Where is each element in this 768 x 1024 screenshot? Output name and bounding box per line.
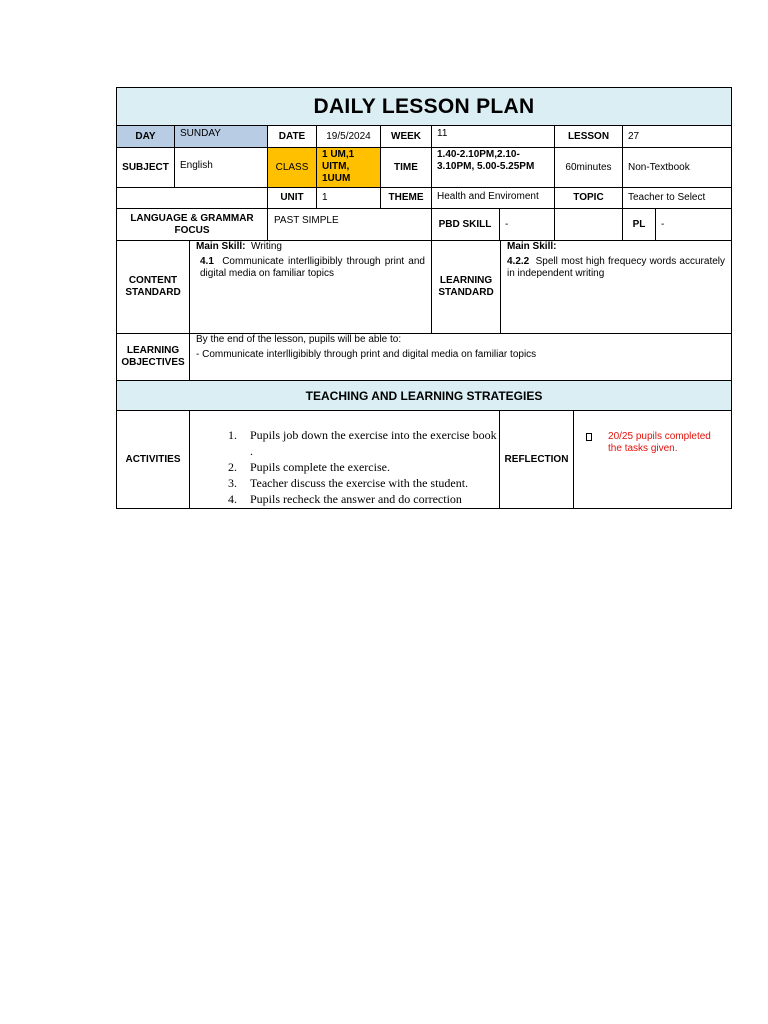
subject-value: English — [174, 147, 268, 188]
reflection-body — [573, 410, 732, 509]
activities-body — [189, 410, 500, 509]
reflection-text: 20/25 pupils completed the tasks given. — [608, 431, 711, 454]
content-standard-code: 4.1 — [200, 256, 214, 267]
checkbox-icon — [586, 433, 592, 441]
learning-standard-body — [500, 240, 732, 334]
activity-item: 3. Teacher discuss the exercise with the student. — [240, 475, 499, 491]
activity-item: 1. Pupils job down the exercise into the exercise book . — [240, 427, 499, 459]
row3-blank — [116, 187, 268, 209]
topic-label: TOPIC — [554, 187, 623, 209]
unit-value: 1 — [316, 187, 381, 209]
objectives-item: - Communicate interlligibibly through print and digital media on familiar topics — [196, 349, 537, 360]
activity-item: 2. Pupils complete the exercise. — [240, 459, 499, 475]
learning-standard-code: 4.2.2 — [507, 256, 530, 267]
grammar-focus-value: PAST SIMPLE — [267, 208, 432, 241]
theme-label: THEME — [380, 187, 432, 209]
unit-label: UNIT — [267, 187, 317, 209]
content-skill-value: Writing — [251, 241, 282, 252]
strategies-heading: TEACHING AND LEARNING STRATEGIES — [116, 380, 732, 411]
material-value: Non-Textbook — [622, 147, 732, 188]
grammar-focus-label: LANGUAGE & GRAMMAR FOCUS — [116, 208, 268, 241]
duration-value: 60minutes — [554, 147, 623, 188]
day-value: SUNDAY — [174, 125, 268, 148]
activities-label: ACTIVITIES — [116, 410, 190, 509]
date-value: 19/5/2024 — [316, 125, 381, 148]
class-value: 1 UM,1 UITM, 1UUM — [316, 147, 381, 188]
learning-standard-label: LEARNING STANDARD — [431, 240, 501, 334]
objectives-intro: By the end of the lesson, pupils will be able to: — [196, 334, 402, 345]
content-standard-text: Communicate interlligibibly through print and digital media on familiar topics — [200, 256, 425, 279]
activity-item: 4. Pupils recheck the answer and do correction — [240, 491, 499, 507]
lesson-label: LESSON — [554, 125, 623, 148]
page-title: DAILY LESSON PLAN — [116, 87, 732, 126]
time-value: 1.40-2.10PM,2.10-3.10PM, 5.00-5.25PM — [431, 147, 555, 188]
content-standard-label: CONTENT STANDARD — [116, 240, 190, 334]
date-label: DATE — [267, 125, 317, 148]
lesson-value: 27 — [622, 125, 732, 148]
learning-standard-text: Spell most high frequecy words accurately in independent writing — [507, 256, 726, 279]
pl-value: - — [655, 208, 732, 241]
learning-objectives-body — [189, 333, 732, 381]
pbd-value: - — [499, 208, 623, 241]
theme-value: Health and Enviroment — [431, 187, 555, 209]
class-label: CLASS — [267, 147, 317, 188]
activities-list — [190, 427, 499, 507]
time-label: TIME — [380, 147, 432, 188]
learning-objectives-label: LEARNING OBJECTIVES — [116, 333, 190, 381]
content-skill-label: Main Skill: — [196, 241, 246, 252]
content-standard-body — [189, 240, 432, 334]
week-label: WEEK — [380, 125, 432, 148]
topic-value: Teacher to Select — [622, 187, 732, 209]
week-value: 11 — [431, 125, 555, 148]
reflection-label: REFLECTION — [499, 410, 574, 509]
day-label: DAY — [116, 125, 175, 148]
pl-label: PL — [622, 208, 656, 241]
learning-skill-label: Main Skill: — [507, 241, 557, 252]
pbd-label: PBD SKILL — [438, 218, 492, 230]
subject-label: SUBJECT — [116, 147, 175, 188]
